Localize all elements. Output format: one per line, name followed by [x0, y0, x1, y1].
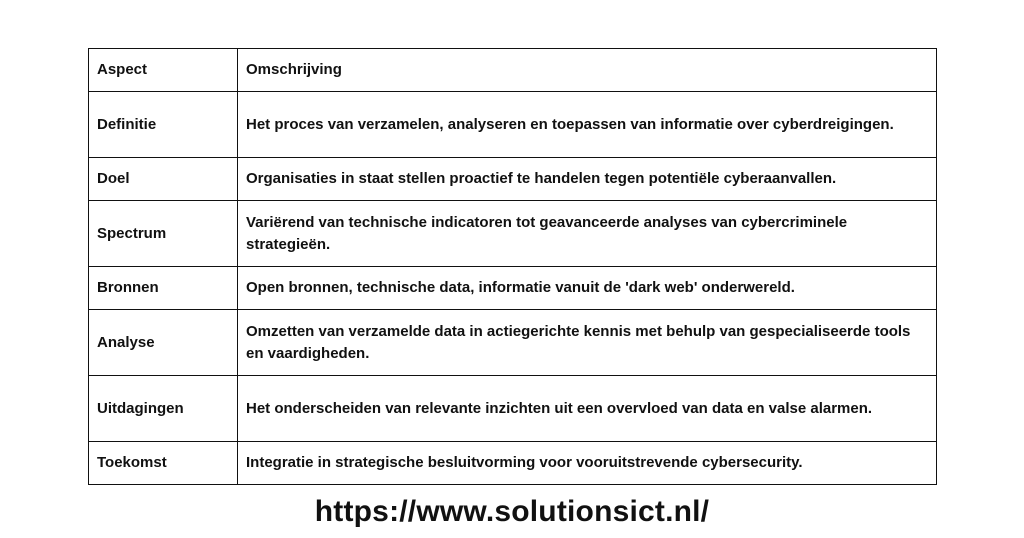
footer-url: https://www.solutionsict.nl/: [314, 495, 710, 528]
row-aspect: Uitdagingen: [89, 376, 238, 442]
row-aspect: Bronnen: [89, 267, 238, 310]
header-description: Omschrijving: [238, 49, 937, 92]
row-aspect: Doel: [89, 158, 238, 201]
table-row: [89, 158, 937, 201]
row-description: Integratie in strategische besluitvorming voor vooruitstrevende cybersecurity.: [238, 442, 937, 485]
row-aspect: Definitie: [89, 92, 238, 158]
header-aspect: Aspect: [89, 49, 238, 92]
row-description: Open bronnen, technische data, informatie vanuit de 'dark web' onderwereld.: [238, 267, 937, 310]
row-aspect: Toekomst: [89, 442, 238, 485]
table-row: [89, 376, 937, 442]
table-row: [89, 201, 937, 267]
row-description: Het onderscheiden van relevante inzichten uit een overvloed van data en valse alarmen.: [238, 376, 937, 442]
row-description: Omzetten van verzamelde data in actiegerichte kennis met behulp van gespecialiseerde tools en vaardigheden.: [238, 310, 937, 376]
table-header-row: [89, 49, 937, 92]
table-row: [89, 310, 937, 376]
row-aspect: Spectrum: [89, 201, 238, 267]
table-row: [89, 92, 937, 158]
table-row: [89, 442, 937, 485]
table-row: [89, 267, 937, 310]
row-description: Variërend van technische indicatoren tot geavanceerde analyses van cybercriminele strategieën.: [238, 201, 937, 267]
info-table: [88, 48, 937, 485]
row-description: Het proces van verzamelen, analyseren en toepassen van informatie over cyberdreigingen.: [238, 92, 937, 158]
row-aspect: Analyse: [89, 310, 238, 376]
row-description: Organisaties in staat stellen proactief te handelen tegen potentiële cyberaanvallen.: [238, 158, 937, 201]
